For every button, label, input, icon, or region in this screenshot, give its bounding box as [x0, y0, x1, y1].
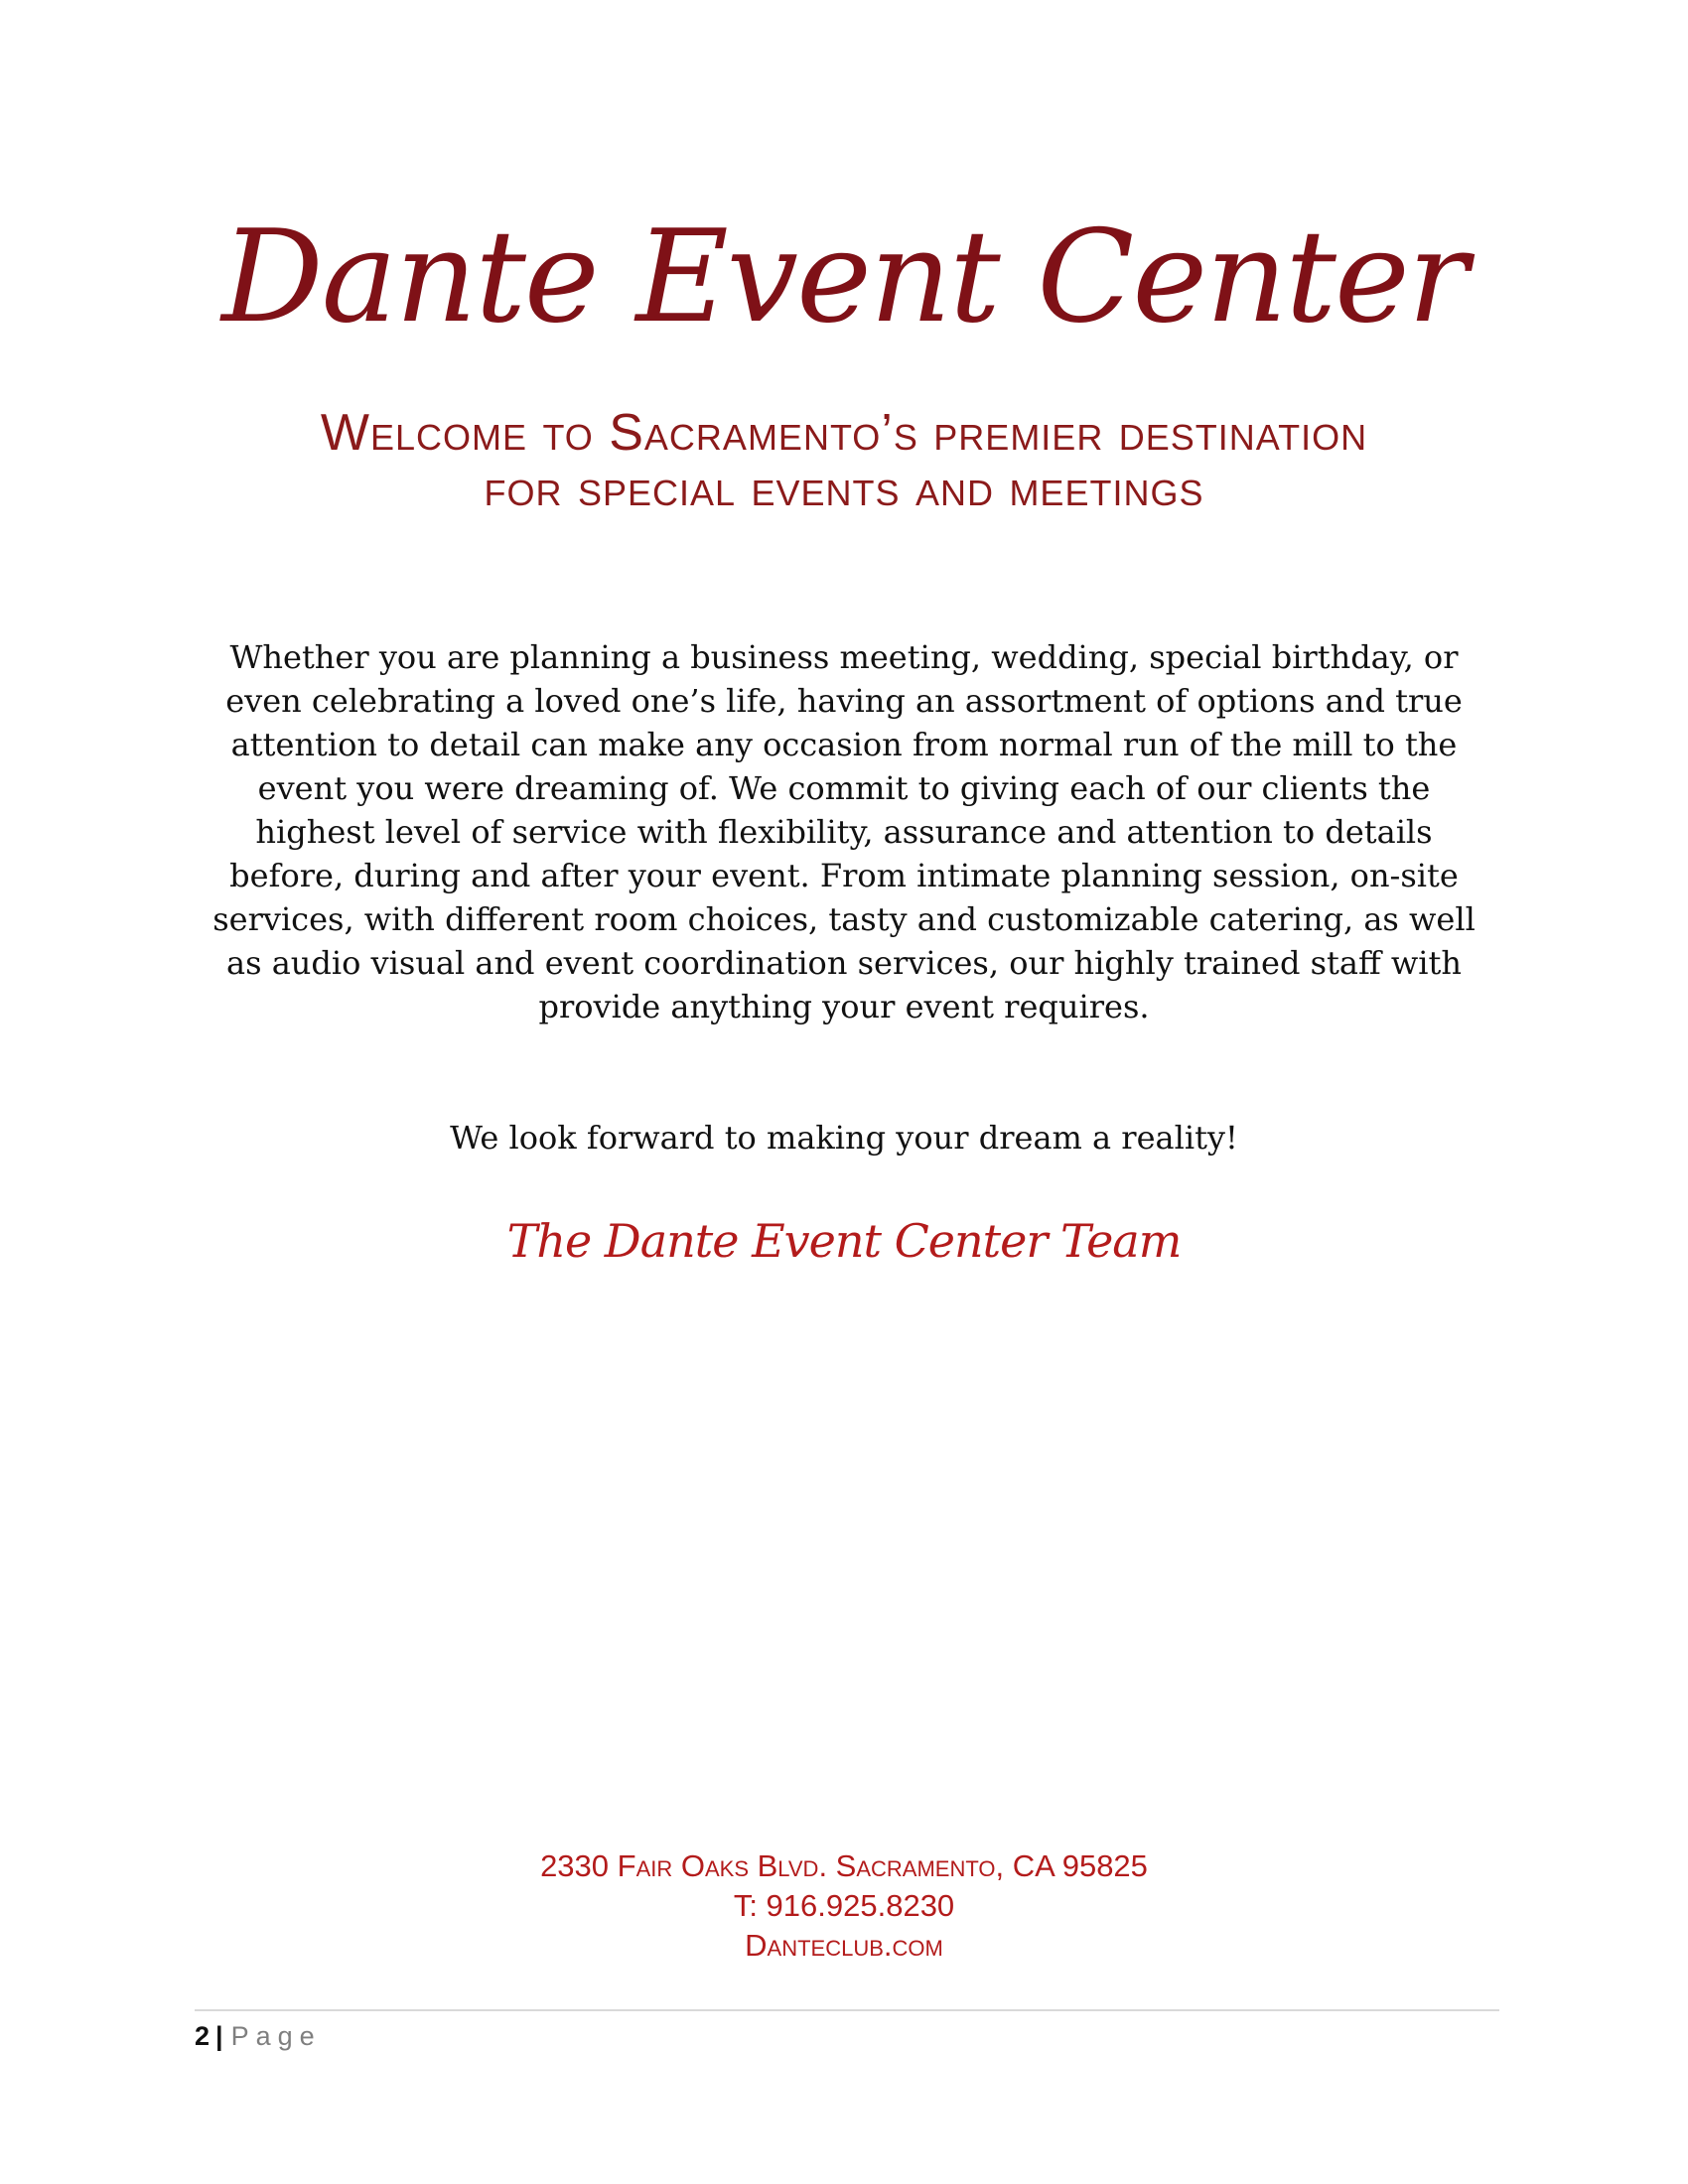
website-link[interactable]: Danteclub.com	[745, 1928, 943, 1963]
contact-block	[0, 1846, 1688, 1966]
subtitle-line-2: for special events and meetings	[484, 460, 1204, 517]
footer-divider	[195, 2009, 1499, 2011]
phone-line: T: 916.925.8230	[733, 1888, 955, 1923]
address-line: 2330 Fair Oaks Blvd. Sacramento, CA 95825	[540, 1848, 1148, 1883]
page-footer	[195, 2019, 322, 2053]
signature: The Dante Event Center Team	[506, 1214, 1182, 1268]
footer-separator: |	[215, 2021, 223, 2051]
subtitle-line-1: Welcome to Sacramento’s premier destination	[320, 404, 1368, 462]
page-title: Dante Event Center	[221, 204, 1467, 351]
page-subtitle	[149, 405, 1539, 516]
page-number: 2	[195, 2021, 211, 2051]
page-label: Page	[230, 2021, 322, 2051]
intro-paragraph: Whether you are planning a business meeting, wedding, special birthday, or even celebrating a loved one’s life, having an assortment of options and true attention to detail can make any occasion from normal run of the mill to the event you were dreaming of. We commit to giving each of our clients the highest level of service with flexibility, assurance and attention to details before, during and after your event. From intimate planning session, on-site services, with different room choices, tasty and customizable catering, as well as audio visual and event coordination services, our highly trained staff with provide anything your event requires.	[212, 638, 1476, 1025]
closing-line: We look forward to making your dream a reality!	[450, 1119, 1238, 1157]
